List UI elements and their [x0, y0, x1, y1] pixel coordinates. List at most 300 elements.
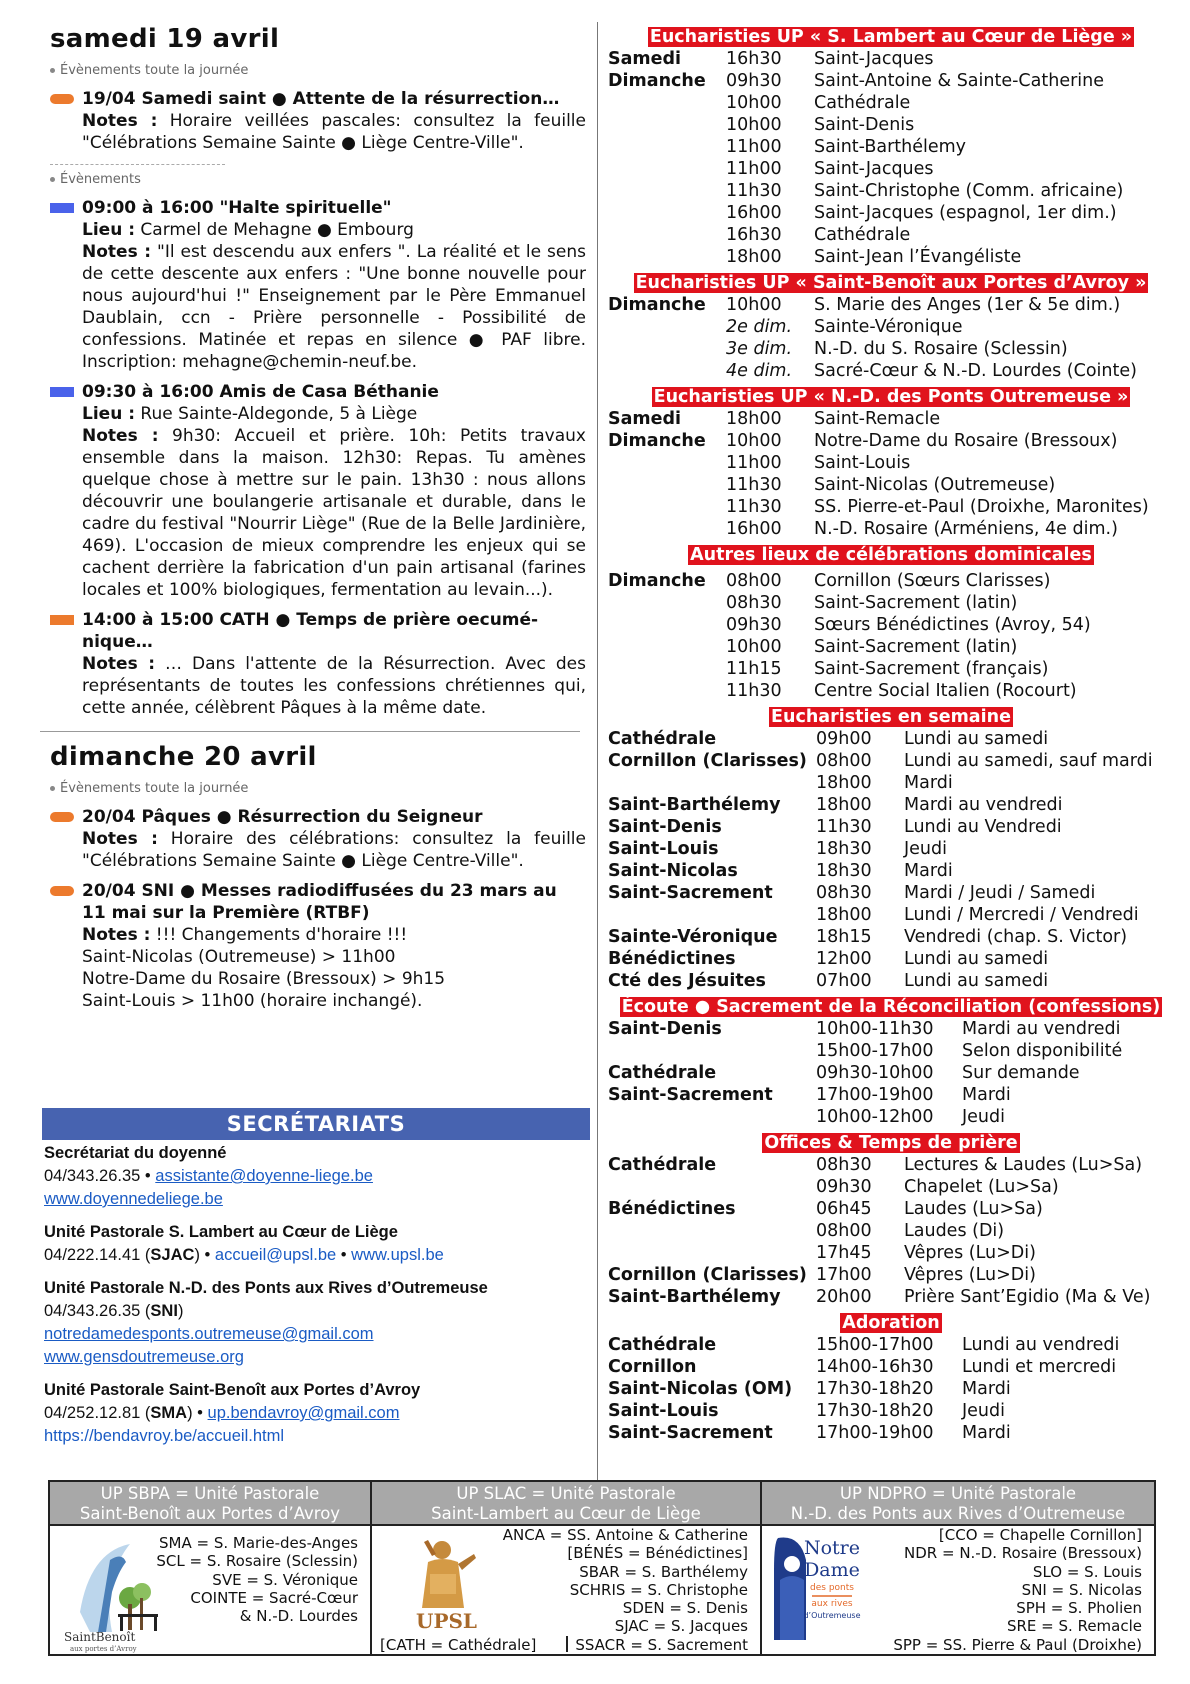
schedule-place: Saint-Barthélemy — [608, 1287, 781, 1307]
schedule-place: Dimanche — [608, 71, 706, 91]
lieu-label: Lieu : — [82, 220, 136, 240]
notes-label: Notes : — [82, 829, 158, 849]
schedule-place: Saint-Nicolas — [608, 861, 738, 881]
schedule-time: 18h30 — [816, 861, 872, 881]
logo-text: SaintBenoît — [64, 1630, 136, 1644]
schedule-row — [608, 680, 1174, 702]
schedule-place: Saint-Denis — [608, 817, 722, 837]
email-link[interactable]: accueil@upsl.be — [214, 1246, 337, 1264]
bullet-icon — [50, 68, 55, 73]
schedule-row — [608, 408, 1174, 430]
schedule-row — [608, 70, 1174, 92]
schedule-place — [608, 496, 726, 518]
schedule-place — [608, 1242, 816, 1264]
schedule-row — [608, 136, 1174, 158]
legend-header-line: UP SLAC = Unité Pastorale — [456, 1484, 676, 1503]
schedule-place: Saint-Denis — [608, 1019, 722, 1039]
schedule-row — [608, 570, 1174, 592]
schedule-row — [608, 1154, 1174, 1176]
schedule-time: 3e dim. — [726, 339, 793, 359]
schedule-time: 16h00 — [726, 519, 782, 539]
event-title: 09:00 à 16:00 "Halte spirituelle" — [82, 198, 392, 218]
agenda-column — [40, 22, 596, 1107]
notes-text: "Il est descendu aux enfers ". La réalité et le sens de cette descente aux enfers : "Une bonne nouvelle pour nous aujourd'hui !" Enseignement par le Père Emmanuel Daublain, ccn - Prière personnelle - Possibilité de confessions. Matinée et repas en silence ● PAF libre. Inscription: mehagne@chemin-neuf.be. — [82, 242, 586, 372]
schedule-detail: Mardi / Jeudi / Samedi — [904, 883, 1096, 903]
event-notes — [82, 924, 586, 946]
schedule-detail: Saint-Jean l’Évangéliste — [814, 247, 1022, 267]
schedule-time: 17h00-19h00 — [816, 1085, 934, 1105]
schedule-time: 09h30 — [726, 615, 782, 635]
day-title-sunday: dimanche 20 avril — [50, 742, 317, 772]
schedule-detail: Selon disponibilité — [962, 1041, 1123, 1061]
schedule-place: Cornillon — [608, 1357, 697, 1377]
schedule-time: 18h00 — [816, 773, 872, 793]
logo-text: Dame — [804, 1559, 860, 1581]
phone: 04/343.26.35 • — [44, 1167, 156, 1185]
schedule-row — [608, 728, 1174, 750]
schedule-place — [608, 452, 726, 474]
event-location — [82, 219, 586, 241]
schedule-detail: Vêpres (Lu>Di) — [904, 1265, 1036, 1285]
schedule-row — [608, 1106, 1174, 1128]
schedule-row — [608, 114, 1174, 136]
separator: ) • — [194, 1246, 215, 1264]
schedule-row — [608, 1378, 1174, 1400]
header-ecoute — [608, 996, 1174, 1018]
logo-text: aux rives — [811, 1599, 853, 1609]
schedule-time: 08h00 — [816, 1221, 872, 1241]
notes-text: Horaire des célébrations: consultez la feuille "Célébrations Semaine Sainte ● Liège Centre-Ville". — [82, 829, 586, 871]
schedule-place — [608, 158, 726, 180]
web-link[interactable]: https://bendavroy.be/accueil.html — [44, 1427, 284, 1445]
legend-entry: SCL = S. Rosaire (Sclessin) — [156, 1552, 358, 1571]
notes-text: … Dans l'attente de la Résurrection. Avec des représentants de toutes les confessions chrétiennes qui, cette année, célèbrent Pâques à la même date. — [82, 654, 586, 718]
schedule-detail: Notre-Dame du Rosaire (Bressoux) — [814, 431, 1118, 451]
web-link[interactable]: www.gensdoutremeuse.org — [44, 1348, 244, 1366]
schedule-place — [608, 474, 726, 496]
schedule-place: Cathédrale — [608, 729, 717, 749]
legend-entry: SBAR = S. Barthélemy — [579, 1562, 748, 1581]
legend-entry: SPH = S. Pholien — [1016, 1599, 1142, 1618]
legend-entry-cathedrale: [CATH = Cathédrale] — [380, 1636, 537, 1654]
schedule-time: 15h00-17h00 — [816, 1041, 934, 1061]
schedule-row — [608, 48, 1174, 70]
legend-header-line: Saint-Lambert au Cœur de Liège — [431, 1504, 701, 1523]
legend-entry: SMA = S. Marie-des-Anges — [159, 1534, 358, 1552]
schedule-time: 14h00-16h30 — [816, 1357, 934, 1377]
logo-text: d’Outremeuse — [803, 1611, 861, 1620]
schedule-row — [608, 360, 1174, 382]
secretariats-header: SECRÉTARIATS — [42, 1108, 590, 1140]
schedule-detail: Sur demande — [962, 1063, 1080, 1083]
section-header-text: Eucharisties UP « S. Lambert au Cœur de Liège » — [649, 27, 1133, 47]
schedule-time: 12h00 — [816, 949, 872, 969]
bullet-icon — [50, 786, 55, 791]
schedule-time: 10h00-11h30 — [816, 1019, 934, 1039]
schedule-detail: Laudes (Di) — [904, 1221, 1005, 1241]
event-line: Saint-Louis > 11h00 (horaire inchangé). — [82, 991, 423, 1011]
event-color-marker — [50, 203, 74, 213]
code: SJAC — [150, 1246, 195, 1264]
legend-entry: SDEN = S. Denis — [622, 1599, 748, 1618]
event-title: 09:30 à 16:00 Amis de Casa Béthanie — [82, 382, 439, 402]
schedule-place — [608, 1040, 816, 1062]
schedule-row — [608, 338, 1174, 360]
schedule-detail: Laudes (Lu>Sa) — [904, 1199, 1043, 1219]
schedule-detail: Cathédrale — [814, 93, 911, 113]
schedule-time: 11h30 — [726, 497, 782, 517]
schedule-detail: Sœurs Bénédictines (Avroy, 54) — [814, 615, 1091, 635]
schedule-row — [608, 1400, 1174, 1422]
schedule-detail: Lundi au samedi — [904, 971, 1049, 991]
event-notes — [82, 425, 586, 601]
schedule-time: 16h30 — [726, 225, 782, 245]
schedule-detail: Saint-Denis — [814, 115, 915, 135]
schedule-place: Saint-Nicolas (OM) — [608, 1379, 793, 1399]
schedule-place — [608, 636, 726, 658]
schedule-time: 10h00-12h00 — [816, 1107, 934, 1127]
schedule-detail: Mardi au vendredi — [962, 1019, 1121, 1039]
section-header-text: Écoute ● Sacrement de la Réconciliation (confessions) — [621, 997, 1161, 1017]
schedule-place — [608, 246, 726, 268]
day-title-saturday: samedi 19 avril — [50, 24, 280, 54]
schedule-detail: N.-D. du S. Rosaire (Sclessin) — [814, 339, 1068, 359]
schedule-place: Cté des Jésuites — [608, 971, 766, 991]
secretariat-sbpa — [44, 1379, 592, 1448]
schedule-detail: N.-D. Rosaire (Arméniens, 4e dim.) — [814, 519, 1118, 539]
schedule-time: 11h00 — [726, 137, 782, 157]
logo-text: des ponts — [810, 1583, 854, 1593]
schedule-detail: Cornillon (Sœurs Clarisses) — [814, 571, 1051, 591]
dashed-divider — [50, 164, 225, 165]
schedule-place: Cornillon (Clarisses) — [608, 751, 807, 771]
legend-header — [50, 1482, 370, 1526]
notre-dame-des-ponts-logo — [770, 1530, 890, 1650]
schedule-detail: Mardi — [962, 1423, 1011, 1443]
schedule-place: Cathédrale — [608, 1335, 717, 1355]
events-caption-text: Évènements — [60, 172, 141, 187]
schedule-place — [608, 1176, 816, 1198]
event-samedi-saint[interactable] — [40, 88, 596, 154]
schedule-place: Cathédrale — [608, 1155, 717, 1175]
schedule-place: Saint-Louis — [608, 1401, 719, 1421]
legend-entries — [503, 1526, 748, 1654]
schedule-row — [608, 614, 1174, 636]
schedule-row — [608, 1198, 1174, 1220]
column-divider — [597, 22, 598, 1480]
event-notes — [82, 828, 586, 872]
schedule-semaine — [608, 728, 1174, 992]
lieu-text: Carmel de Mehagne ● Embourg — [135, 220, 414, 240]
schedule-place — [608, 92, 726, 114]
event-notes — [82, 241, 586, 373]
schedule-row — [608, 452, 1174, 474]
secretariat-contact — [44, 1300, 592, 1323]
separator: ) — [177, 1302, 184, 1320]
legend-entry: SLO = S. Louis — [1032, 1562, 1142, 1581]
schedule-place: Saint-Barthélemy — [608, 795, 781, 815]
header-semaine — [608, 706, 1174, 728]
header-autres — [608, 544, 1174, 566]
events-caption — [50, 171, 596, 189]
schedule-place: Sainte-Véronique — [608, 927, 778, 947]
schedule-row — [608, 636, 1174, 658]
schedule-detail: Saint-Sacrement (français) — [814, 659, 1049, 679]
secretariat-name: Unité Pastorale Saint-Benoît aux Portes d’Avroy — [44, 1381, 421, 1399]
schedule-place — [608, 338, 726, 360]
secretariat-contact — [44, 1402, 592, 1425]
schedule-detail: SS. Pierre-et-Paul (Droixhe, Maronites) — [814, 497, 1149, 517]
schedule-time: 10h00 — [726, 93, 782, 113]
section-header-text: Autres lieux de célébrations dominicales — [690, 545, 1092, 565]
bullet-icon — [50, 177, 55, 182]
schedule-time: 11h00 — [726, 453, 782, 473]
schedule-row — [608, 658, 1174, 680]
legend-entry: SPP = SS. Pierre & Paul (Droixhe) — [893, 1635, 1142, 1654]
legend-header — [762, 1482, 1154, 1526]
email-link[interactable]: notredamedesponts.outremeuse@gmail.com — [44, 1325, 374, 1343]
logo-text: Notre — [803, 1537, 861, 1559]
schedule-place: Bénédictines — [608, 949, 736, 969]
schedule-place — [608, 518, 726, 540]
schedule-place: Samedi — [608, 409, 682, 429]
schedule-place — [608, 360, 726, 382]
legend-entries — [893, 1526, 1142, 1654]
separator: ) • — [187, 1404, 208, 1422]
notes-label: Notes : — [82, 654, 156, 674]
secretariat-web — [44, 1425, 592, 1448]
legend-ndpro — [762, 1482, 1154, 1654]
schedule-row — [608, 750, 1174, 772]
header-ndpro — [608, 386, 1174, 408]
event-notes — [82, 110, 586, 154]
legend-entries — [156, 1534, 358, 1625]
lieu-label: Lieu : — [82, 404, 136, 424]
schedule-row — [608, 1264, 1174, 1286]
schedule-row — [608, 202, 1174, 224]
schedule-detail: Jeudi — [962, 1401, 1005, 1421]
schedule-detail: Mardi — [962, 1085, 1011, 1105]
header-adoration — [608, 1312, 1174, 1334]
schedule-detail: Saint-Sacrement (latin) — [814, 593, 1018, 613]
schedule-row — [608, 1040, 1174, 1062]
schedule-row — [608, 158, 1174, 180]
schedule-time: 09h30 — [726, 71, 782, 91]
schedule-place — [608, 772, 816, 794]
schedule-offices — [608, 1154, 1174, 1308]
schedule-time: 07h00 — [816, 971, 872, 991]
schedule-detail: Lundi au samedi, sauf mardi — [904, 751, 1153, 771]
schedule-time: 08h00 — [726, 571, 782, 591]
schedule-row — [608, 246, 1174, 268]
saint-benoit-logo — [60, 1532, 172, 1654]
event-title: 14:00 à 15:00 CATH ● Temps de prière oecumé-nique… — [82, 610, 539, 652]
logo-subtext: aux portes d’Avroy — [70, 1645, 137, 1653]
schedule-time: 18h30 — [816, 839, 872, 859]
schedule-place: Samedi — [608, 49, 682, 69]
schedule-row — [608, 92, 1174, 114]
schedule-detail: Lundi au samedi — [904, 729, 1049, 749]
schedule-time: 18h00 — [816, 795, 872, 815]
schedule-place — [608, 592, 726, 614]
schedule-detail: Mardi — [904, 773, 953, 793]
section-header-text: Eucharisties UP « N.-D. des Ponts Outremeuse » — [653, 387, 1129, 407]
secretariat-web — [44, 1346, 592, 1369]
allday-caption — [50, 780, 596, 798]
event-messes-radio[interactable] — [40, 880, 596, 1012]
event-color-marker — [50, 94, 74, 104]
email-link[interactable]: up.bendavroy@gmail.com — [207, 1404, 400, 1422]
schedule-time: 17h00 — [816, 1265, 872, 1285]
schedule-detail: Saint-Barthélemy — [814, 137, 967, 157]
schedule-detail: Sacré-Cœur & N.-D. Lourdes (Cointe) — [814, 361, 1137, 381]
allday-caption-text: Évènements toute la journée — [60, 781, 249, 796]
web-link[interactable]: www.upsl.be — [351, 1246, 444, 1264]
schedule-adoration — [608, 1334, 1174, 1444]
schedule-place: Dimanche — [608, 295, 706, 315]
schedule-detail: Lectures & Laudes (Lu>Sa) — [904, 1155, 1143, 1175]
schedule-ecoute — [608, 1018, 1174, 1128]
schedule-row — [608, 224, 1174, 246]
email-link[interactable]: assistante@doyenne-liege.be — [155, 1167, 373, 1185]
legend-header — [372, 1482, 760, 1526]
day-divider — [40, 731, 580, 732]
notes-text: !!! Changements d'horaire !!! — [150, 925, 408, 945]
legend-slac — [372, 1482, 762, 1654]
schedule-detail: S. Marie des Anges (1er & 5e dim.) — [814, 295, 1121, 315]
schedule-place — [608, 316, 726, 338]
secretariat-doyenne — [44, 1142, 592, 1211]
schedule-ndpro — [608, 408, 1174, 540]
event-casa-bethanie[interactable] — [40, 381, 596, 601]
event-priere-oecumenique[interactable] — [40, 609, 596, 719]
logo-text: UPSL — [416, 1609, 477, 1633]
schedule-detail: Saint-Louis — [814, 453, 911, 473]
schedule-time: 15h00-17h00 — [816, 1335, 934, 1355]
secretariat-web — [44, 1188, 592, 1211]
schedule-detail: Vendredi (chap. S. Victor) — [904, 927, 1128, 947]
schedule-time: 18h00 — [726, 247, 782, 267]
schedule-detail: Saint-Jacques — [814, 159, 934, 179]
schedule-row — [608, 496, 1174, 518]
legend-entry: SVE = S. Véronique — [212, 1570, 358, 1589]
schedule-detail: Cathédrale — [814, 225, 911, 245]
schedule-time: 08h30 — [816, 883, 872, 903]
schedule-place: Cornillon (Clarisses) — [608, 1265, 807, 1285]
legend-header-line: UP NDPRO = Unité Pastorale — [839, 1484, 1077, 1503]
phone: 04/222.14.41 ( — [44, 1246, 151, 1264]
lieu-text: Rue Sainte-Aldegonde, 5 à Liège — [135, 404, 418, 424]
schedule-time: 17h45 — [816, 1243, 872, 1263]
schedule-time: 17h30-18h20 — [816, 1401, 934, 1421]
schedule-time: 18h00 — [726, 409, 782, 429]
schedule-detail: Saint-Jacques (espagnol, 1er dim.) — [814, 203, 1117, 223]
schedule-place — [608, 180, 726, 202]
legend-entry: COINTE = Sacré-Cœur — [190, 1588, 358, 1607]
section-header-text: Eucharisties en semaine — [771, 707, 1011, 727]
schedule-time: 10h00 — [726, 115, 782, 135]
schedule-row — [608, 474, 1174, 496]
schedule-place: Saint-Sacrement — [608, 1423, 773, 1443]
event-paques[interactable] — [40, 806, 596, 872]
legend-entry: SJAC = S. Jacques — [614, 1617, 748, 1636]
schedule-time: 11h30 — [726, 681, 782, 701]
secretariat-email — [44, 1323, 592, 1346]
upsl-logo — [402, 1528, 488, 1634]
notes-label: Notes : — [82, 426, 159, 446]
schedule-column — [608, 26, 1174, 1444]
schedule-time: 11h30 — [726, 181, 782, 201]
schedule-time: 10h00 — [726, 637, 782, 657]
schedule-time: 2e dim. — [726, 317, 793, 337]
web-link[interactable]: www.doyennedeliege.be — [44, 1190, 223, 1208]
schedule-detail: Saint-Jacques — [814, 49, 934, 69]
schedule-time: 18h15 — [816, 927, 872, 947]
schedule-time: 17h30-18h20 — [816, 1379, 934, 1399]
notes-label: Notes : — [82, 111, 158, 131]
legend-entry: SSACR = S. Sacrement — [575, 1635, 748, 1654]
schedule-detail: Centre Social Italien (Rocourt) — [814, 681, 1077, 701]
schedule-detail: Saint-Sacrement (latin) — [814, 637, 1018, 657]
schedule-row — [608, 294, 1174, 316]
schedule-row — [608, 430, 1174, 452]
schedule-row — [608, 592, 1174, 614]
schedule-place: Saint-Sacrement — [608, 1085, 773, 1105]
schedule-row — [608, 838, 1174, 860]
event-color-marker — [50, 812, 74, 822]
secretariat-ndpro — [44, 1277, 592, 1369]
event-halte-spirituelle[interactable] — [40, 197, 596, 373]
schedule-time: 11h00 — [726, 159, 782, 179]
schedule-place — [608, 136, 726, 158]
schedule-detail: Lundi au samedi — [904, 949, 1049, 969]
schedule-place: Cathédrale — [608, 1063, 717, 1083]
notes-text: 9h30: Accueil et prière. 10h: Petits travaux ensemble dans la maison. 12h30: Repas. Tu amènes quelque chose à mettre sur le pain. 13h30 : nous allons découvrir une boulangerie artisanale et durable, dans le cadre du festival "Nourrir Liège" (Rue de la Belle Jardinière, 469). L'occasion de mieux comprendre les enjeux qui se cachent derrière la fabrication d'un pain artisanal (farines locales et 100% biologiques, fermentation au levain...). — [82, 426, 586, 600]
schedule-time: 20h00 — [816, 1287, 872, 1307]
schedule-detail: Prière Sant’Egidio (Ma & Ve) — [904, 1287, 1151, 1307]
schedule-row — [608, 772, 1174, 794]
legend-entry: SCHRIS = S. Christophe — [569, 1580, 748, 1599]
section-header-text: Eucharisties UP « Saint-Benoît aux Portes d’Avroy » — [635, 273, 1147, 293]
schedule-time: 09h30 — [816, 1177, 872, 1197]
legend-header-line: N.-D. des Ponts aux Rives d’Outremeuse — [790, 1504, 1126, 1523]
schedule-time: 4e dim. — [726, 361, 793, 381]
schedule-time: 16h00 — [726, 203, 782, 223]
schedule-time: 06h45 — [816, 1199, 872, 1219]
notes-label: Notes : — [82, 925, 151, 945]
code: SMA — [150, 1404, 188, 1422]
schedule-row — [608, 1084, 1174, 1106]
secretariat-name: Secrétariat du doyenné — [44, 1144, 227, 1162]
legend-entry: ANCA = SS. Antoine & Catherine — [502, 1526, 748, 1544]
schedule-time: 11h15 — [726, 659, 782, 679]
legend-entry: SNI = S. Nicolas — [1021, 1580, 1142, 1599]
secretariat-name: Unité Pastorale N.-D. des Ponts aux Rives d’Outremeuse — [44, 1279, 488, 1297]
header-offices — [608, 1132, 1174, 1154]
schedule-place — [608, 680, 726, 702]
schedule-time: 08h00 — [816, 751, 872, 771]
legend-header-line: Saint-Benoît aux Portes d’Avroy — [79, 1504, 341, 1523]
secretariat-name: Unité Pastorale S. Lambert au Cœur de Liège — [44, 1223, 398, 1241]
legend-entry: NDR = N.-D. Rosaire (Bressoux) — [904, 1544, 1142, 1563]
schedule-time: 18h00 — [816, 905, 872, 925]
event-line: Saint-Nicolas (Outremeuse) > 11h00 — [82, 947, 396, 967]
section-header-text: Offices & Temps de prière — [764, 1133, 1018, 1153]
schedule-sbpa — [608, 294, 1174, 382]
separator: • — [336, 1246, 352, 1264]
event-line: Notre-Dame du Rosaire (Bressoux) > 9h15 — [82, 969, 446, 989]
schedule-row — [608, 316, 1174, 338]
